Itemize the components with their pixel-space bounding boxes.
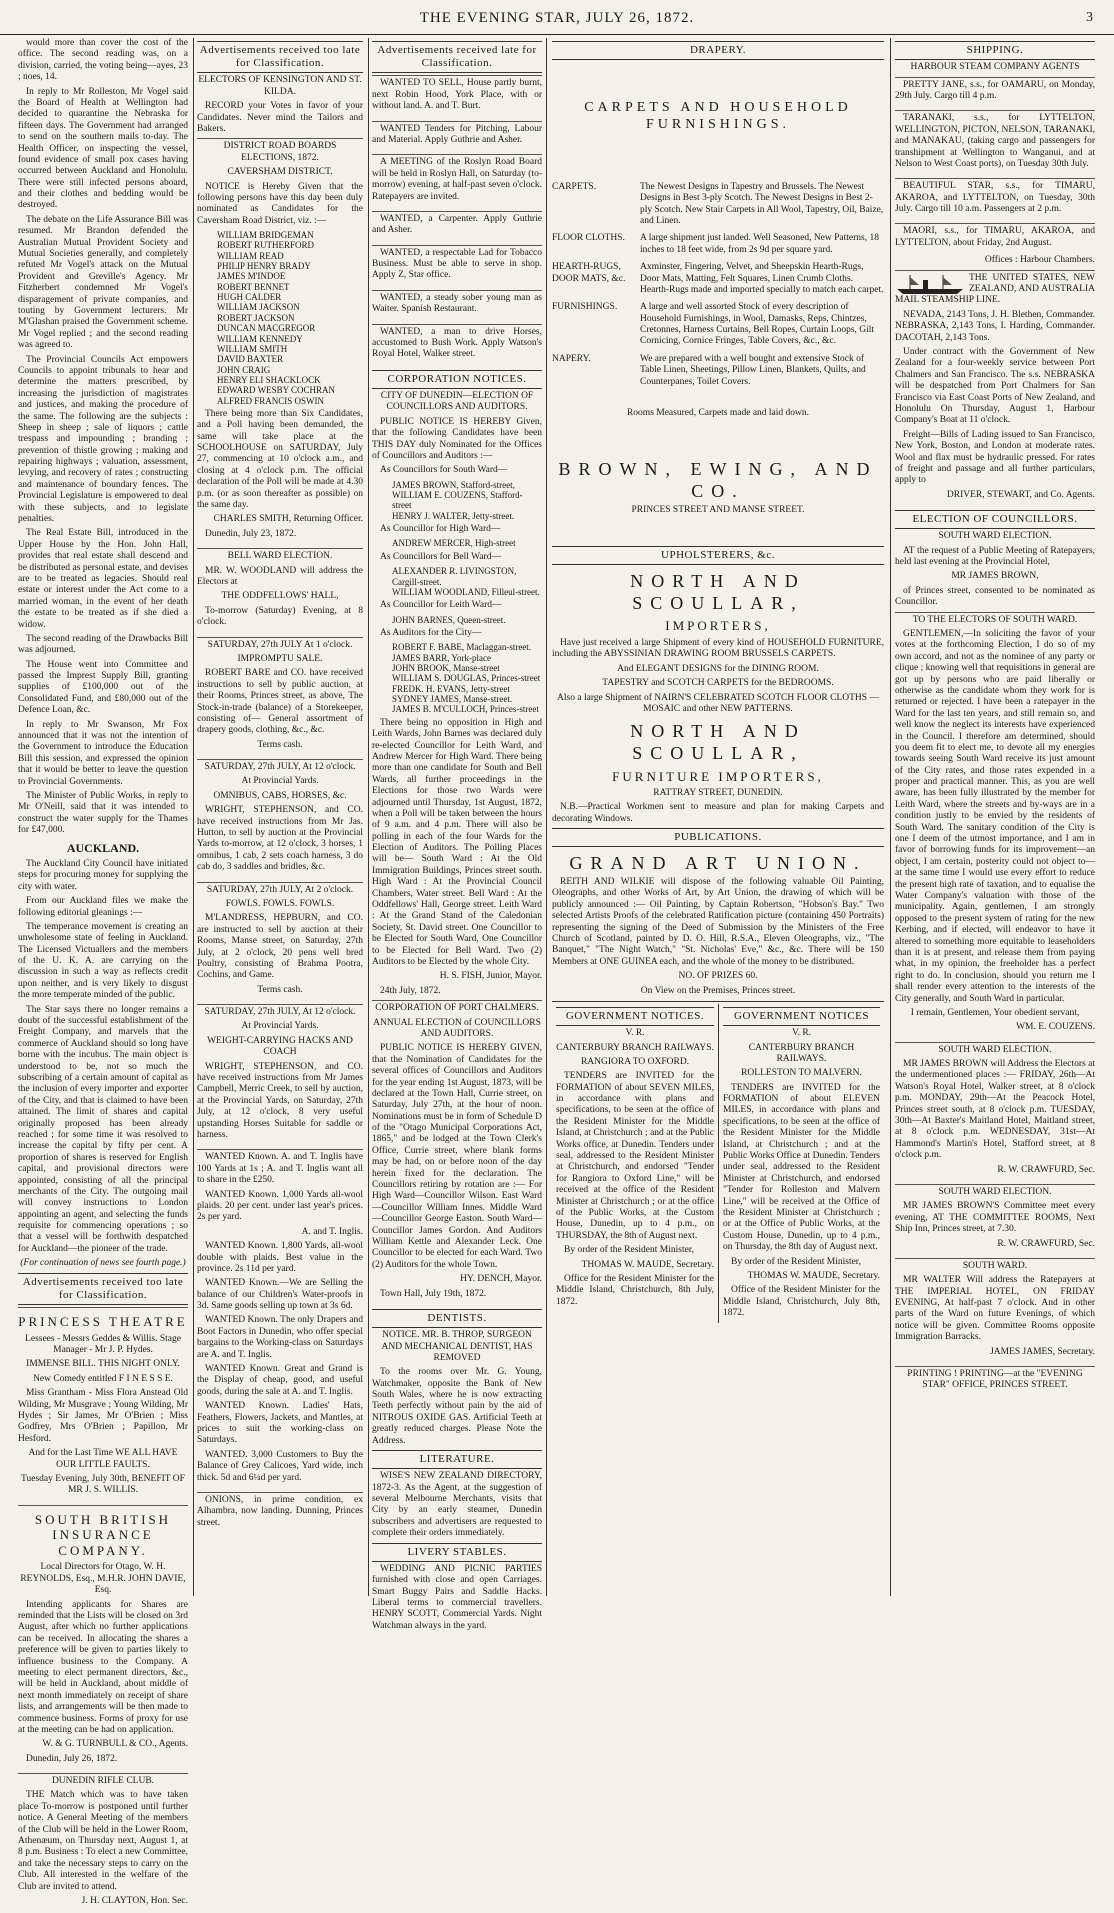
item-text: The Newest Designs in Tapestry and Brussels. The Newest Designs in Best 3-ply Scotch. The Newest Designs in Best 2-ply Scotch. New Stair Carpets in All Wool, Tapestry, Oil, Baize, and Linen. bbox=[640, 181, 884, 226]
list-item: JAMES M'INDOE bbox=[217, 271, 286, 282]
steamship-icon bbox=[895, 273, 965, 295]
ad-text: PUBLIC NOTICE IS HEREBY GIVEN, that the Nomination of Candidates for the several offices of Councillors and Auditors for the year ending 1st August, 1873, will be declared at the Town Hall, Currie street, on Saturday, July 27th, at the hour of noon. Nominations must be in form of Schedule D of the "Otago Municipal Corporations Act, 1865," and be lodged at the Town Clerk's Office, Currie street, where blank forms may be had, on or before noon of the day herein fixed for the declaration. The Councillors retiring by rotation are :— For High Ward—Councillor Wilson. East Ward—Councillor William Innes. Middle Ward—Councillor George Easton. South Ward—Councillor James Gordon. And Auditors William Kettle and Alexander Leck. One Councillor to be elected for each Ward. Two (2) Auditors for the whole Town. bbox=[372, 1043, 542, 1270]
candidate-list bbox=[392, 615, 542, 625]
ad-text: MR JAMES BROWN, bbox=[951, 571, 1039, 582]
shipping-notice bbox=[895, 178, 1095, 221]
ad-text: NO. OF PRIZES 60. bbox=[678, 971, 758, 982]
news-paragraph: In reply to Mr Swanson, Mr Fox announced that it was not the intention of the Government to introduce the Education Bill this session, and expressed the opinion that it would be better to leave the question to Provincial Governments. bbox=[18, 719, 188, 787]
ad-text: WANTED Known. 1,800 Yards, all-wool double with plaids. Best value in the province. 2s 11d per yard. bbox=[197, 1241, 363, 1274]
ad-signature: H. S. FISH, Junior, Mayor. bbox=[439, 971, 542, 982]
section-heading: LITERATURE. bbox=[372, 1450, 542, 1469]
ad-text: ONIONS, in prime condition, ex Alhambra, now landing. Dunning, Princes street. bbox=[197, 1494, 363, 1528]
news-paragraph: The Minister of Public Works, in reply to Mr O'Neill, said that it was intended to construct the water supply for the Thames for £47,000. bbox=[18, 791, 188, 836]
inglis-ads bbox=[197, 1149, 363, 1490]
ad-title: SATURDAY, 27th JULY, At 2 o'clock. bbox=[206, 884, 354, 895]
ad-title: RANGIORA TO OXFORD. bbox=[580, 1056, 690, 1067]
ad-signature: CHARLES SMITH, Returning Officer. bbox=[213, 514, 363, 525]
list-item: ROBERT F. BABE, Maclaggan-street. bbox=[392, 642, 532, 653]
classified-ad bbox=[372, 245, 542, 288]
ad-text: TENDERS are INVITED for the FORMATION of about SEVEN MILES, in accordance with plans and specifications, to be seen at the office of the Resident Minister for the Middle Island, at Christchurch ; and at the Public Works office, at Dunedin. Tenders under seal, addressed to the Resident Minister at Christchurch, and endorsed "Tender for Rangiora to Oxford Line," will be received at the office of the Resident Minister at Christchurch ; or at the office of the Public Works, at the Custom House, Dunedin, up to 4 p.m., on THURSDAY, the 8th of August next. bbox=[556, 1071, 714, 1241]
ad-signature: A. and T. Inglis. bbox=[301, 1226, 363, 1237]
column-rule bbox=[193, 38, 194, 1596]
ad-text: On View on the Premises, Princes street. bbox=[640, 985, 796, 996]
column-rule bbox=[890, 38, 891, 1596]
ad-date: Dunedin, July 23, 1872. bbox=[205, 528, 297, 539]
ad-text: WANTED Tenders for Pitching, Labour and Material. Apply Guthrie and Asher. bbox=[372, 123, 542, 145]
ad-text: TENDERS are INVITED for the FORMATION of about ELEVEN MILES, in accordance with plans and specifications, to be seen at the office of the Resident Minister for the Middle Island, at Christchurch ; and at the Public Works Office at Dunedin. Tenders under seal, addressed to the Resident Minister at Christchurch, and endorsed "Tender for Rolleston and Malvern Line," will be received at the Office of the Resident Minister at Christchurch ; or at the Office of Public Works, at the Custom House, Dunedin, up to 4 p.m., on Thursday, the 8th day of August next. bbox=[723, 1082, 880, 1253]
section-heading: DRAPERY. bbox=[552, 41, 884, 60]
ad-text: M'LANDRESS, HEPBURN, and CO. are instructed to sell by auction at their Rooms, Manse street, on Saturday, 27th July, at 2 o'clock, 20 pens well bred Poultry, consisting of Brahma Pootra, Cochins, and Game. bbox=[197, 913, 363, 981]
ad-text: WANTED Known. Great and Grand is the Display of cheap, good, and useful goods, during the sale at A. and T. Inglis. bbox=[197, 1364, 363, 1397]
ad-text: There being no opposition in High and Leith Wards, John Barnes was declared duly re-elected Councillor for Leith Ward, and Andrew Mercer for High Ward. There being more than one candidate for South and Bell Wards, all further proceedings in the Elections for those two Wards were adjourned until Thursday, 1st August, 1872, when a Poll will be taken between the hours of 9 a.m. and 4 p.m. There will also be polling in each of the four Wards for the Election of Auditors. The Polling Places will be— South Ward : At the Old Immigration Buildings, Princes street south. High Ward : At the Provincial Council Chambers, Water street. Bell Ward : At the Oddfellows' Hall, George street. Leith Ward : At the Grand Stand of the Caledonian Society, St. David street. One Councillor to be Elected for South Ward, One Councillor to be Elected for Bell Ward. Two (2) Auditors to be Elected by the whole City. bbox=[372, 717, 542, 967]
ad-text: Intending applicants for Shares are reminded that the Lists will be closed on 3rd August, after which no further applications can be received. In allocating the shares a preference will be given to parties likely to influence business to the Company. A meeting to elect permanent directors, &c., will be held in Auckland, about middle of next month immediately on receipt of share lists, and arrangements will be then made to commence business. Forms of proxy for use at the meeting can be had on application. bbox=[18, 1599, 188, 1735]
ad-text: THE ODDFELLOWS' HALL, bbox=[221, 591, 339, 602]
election-ad bbox=[895, 1042, 1095, 1182]
ad-title: ELECTORS OF KENSINGTON AND ST. KILDA. bbox=[198, 75, 362, 97]
ad-text: I remain, Gentlemen, Your obedient servant, bbox=[910, 1007, 1080, 1018]
section-heading: ELECTION OF COUNCILLORS. bbox=[895, 510, 1095, 529]
item-text: A large shipment just landed. Well Seasoned, New Patterns, 18 inches to 18 feet wide, from 2s 9d per square yard. bbox=[640, 233, 879, 255]
news-paragraph: The debate on the Life Assurance Bill was resumed. Mr Brandon defended the Australian Mutual Provident Society and Mutual Societies generally, and completely refuted Mr Vogel's attack on the Mutual Provident and Greville's Agency. Mr Fitzherbert condemned Mr Vogel's disparagement of private companies, and touting by Government lecturers. Mr M'Glashan praised the Government scheme. Mr Vogel replied ; and the second reading was agreed to. bbox=[18, 214, 188, 351]
news-paragraph: The House went into Committee and passed the Imprest Supply Bill, granting supplies of £100,000 out of the Consolidated Fund, and £80,000 out of the Defence Loan, &c. bbox=[18, 659, 188, 716]
drapery-item bbox=[552, 354, 884, 388]
auction-ad bbox=[197, 882, 363, 1003]
ad-signature: R. W. CRAWFURD, Sec. bbox=[997, 1164, 1095, 1175]
classified-ad bbox=[372, 211, 542, 243]
ad-text: Office for the Resident Minister for the Middle Island, Christchurch, 8th July, 1872. bbox=[556, 1273, 714, 1307]
list-item: FREDK. H. EVANS, Jetty-street bbox=[392, 683, 510, 694]
ad-signature: WM. E. COUZENS. bbox=[1016, 1022, 1095, 1033]
ad-title: DISTRICT ROAD BOARDS ELECTIONS, 1872. bbox=[223, 141, 337, 163]
section-heading: LIVERY STABLES. bbox=[372, 1543, 542, 1562]
section-heading: PUBLICATIONS. bbox=[552, 828, 884, 847]
ad-text: WANTED Known.—We are Selling the balance of our Children's Water-proofs in 3d. Same goods selling up town at 3s 6d. bbox=[197, 1278, 363, 1312]
news-paragraph: In reply to Mr Rolleston, Mr Vogel said the Board of Health at Wellington had decided to quarantine the Nebraska for fifteen days. The Government had arranged to send on the southern mails to-day. The Health Officer, on inspecting the vessel, found evidence of small pox cases having occurred between Auckland and Honolulu. There were still infected persons aboard, and their clothes and bedding would be destroyed. bbox=[18, 86, 188, 211]
auction-ad bbox=[197, 1004, 363, 1147]
section-heading: DENTISTS. bbox=[372, 1309, 542, 1328]
ad-text: Miss Grantham - Miss Flora Anstead Old Wilding, Mr Musgrave ; Young Wilding, Mr Hydes ; Sir James, Mr O'Brien ; Miss Godfrey, Mrs O'Brien ; Papillon, Mr Hesford. bbox=[18, 1388, 188, 1444]
ad-signature: W. & G. TURNBULL & CO., Agents. bbox=[42, 1739, 188, 1750]
ad-text: THE Match which was to have taken place To-morrow is postponed until further notice. A General Meeting of the members of the Club will be held in the Lower Room, Athenæum, on Thursday next, August 1, at 8 p.m. Business : To elect a new Committee, and take the necessary steps to carry on the Club. All interested in the welfare of the Club are invited to attend. bbox=[18, 1790, 188, 1892]
list-item: ROBERT BENNET bbox=[217, 281, 290, 292]
list-item: ROBERT JACKSON bbox=[217, 312, 295, 323]
column-3 bbox=[372, 38, 542, 1631]
section-heading: Advertisements received too late for Classification. bbox=[18, 1273, 188, 1305]
rifle-club-ad bbox=[18, 1773, 188, 1913]
ad-title: NOTICE. MR. B. THROP, SURGEON AND MECHANICAL DENTIST, HAS REMOVED bbox=[381, 1330, 533, 1363]
ad-signature: R. W. CRAWFURD, Sec. bbox=[997, 1238, 1095, 1249]
ad-text: MAORI, s.s., for TIMARU, AKAROA, and LYTTELTON, about Friday, 2nd August. bbox=[895, 226, 1095, 248]
ad-text: As Councillors for Bell Ward— bbox=[380, 551, 501, 562]
column-rule bbox=[546, 38, 547, 1596]
ad-text: IMMENSE BILL. THIS NIGHT ONLY. bbox=[26, 1359, 180, 1370]
ad-text: Also a large Shipment of NAIRN'S CELEBRATED SCOTCH FLOOR CLOTHS — MOSAIC and other NEW PATTERNS. bbox=[557, 692, 879, 714]
ad-text: WEDDING AND PICNIC PARTIES furnished with close and open Carriages. Smart Buggy Pairs and Saddle Hacks. Liberal terms to commercial travellers. HENRY SCOTT, Commercial Yards. Night Watchman always in the yard. bbox=[372, 1563, 542, 1631]
ad-text: WANTED Known. The only Drapers and Boot Factors in Dunedin, who offer special bargains to the Working-class on Saturdays are A. and T. Inglis. bbox=[197, 1315, 363, 1360]
ad-title: OMNIBUS, CABS, HORSES, &c. bbox=[213, 790, 347, 801]
ad-text: Tuesday Evening, July 30th, BENEFIT OF MR J. S. WILLIS. bbox=[21, 1473, 185, 1496]
ad-title: BELL WARD ELECTION. bbox=[227, 551, 333, 562]
north-scoullar-title: NORTH AND SCOULLAR, bbox=[630, 571, 806, 613]
list-item: WILLIAM SMITH bbox=[217, 343, 288, 354]
ad-text: And ELEGANT DESIGNS for the DINING ROOM. bbox=[617, 663, 819, 674]
list-item: ALEXANDER R. LIVINGSTON, Cargill-street. bbox=[392, 566, 517, 587]
news-paragraph: The second reading of the Drawbacks Bill was adjourned. bbox=[18, 633, 188, 656]
ad-text: WANTED Known. 1,000 Yards all-wool plaids. 20 per cent. under last year's prices. 2s per yard. bbox=[197, 1189, 363, 1223]
list-item: SYDNEY JAMES, Manse-street. bbox=[392, 694, 513, 705]
ad-text: To the rooms over Mr. G. Young, Watchmaker, opposite the Bank of New South Wales, where he is now extracting Teeth perfectly without pain by the aid of NITROUS OXIDE GAS. Artificial Teeth at greatly reduced charges. Please Note the Address. bbox=[372, 1367, 542, 1446]
column-2 bbox=[197, 38, 363, 1596]
ad-title: ANNUAL ELECTION of COUNCILLORS AND AUDITORS. bbox=[373, 1017, 541, 1039]
ad-title: SATURDAY, 27th JULY, At 12 o'clock. bbox=[204, 762, 356, 773]
printing-ad bbox=[895, 1366, 1095, 1398]
ad-signature: THOMAS W. MAUDE, Secretary. bbox=[581, 1259, 714, 1270]
section-heading: GOVERNMENT NOTICES bbox=[723, 1007, 880, 1026]
brown-ewing-title: BROWN, EWING, AND CO. bbox=[558, 459, 878, 502]
item-text: We are prepared with a well bought and extensive Stock of Table Linen, Sheetings, Pillow Linen, Blankets, Quilts, and Counterpanes, Toilet Covers. bbox=[640, 353, 866, 387]
onions-ad bbox=[197, 1492, 363, 1535]
ad-title: FOWLS. FOWLS. FOWLS. bbox=[225, 898, 335, 909]
ad-text: TARANAKI, s.s., for LYTTELTON, WELLINGTON, PICTON, NELSON, TARANAKI, and MANAKAU, (taking cargo and passengers for transhipment at Wellington to Wanganui, and at Nelson to West Coast ports), on Tuesday 30th July. bbox=[895, 113, 1095, 169]
news-paragraph: The temperance movement is creating an unwholesome state of feeling in Auckland. The Licensed Victuallers and the members of the U. K. A. are carrying on the discussion in such a way as reflects credit upon neither, and is very likely to disgust the more temperate minded of the public. bbox=[18, 921, 188, 1001]
list-item: WILLIAM S. DOUGLAS, Princes-street bbox=[392, 673, 541, 684]
ad-title: CITY OF DUNEDIN—ELECTION OF COUNCILLORS AND AUDITORS. bbox=[380, 390, 534, 413]
ad-text: PRETTY JANE, s.s., for OAMARU, on Monday, 29th July. Cargo till 4 p.m. bbox=[895, 79, 1095, 101]
shipping-column bbox=[895, 38, 1095, 1596]
ad-title: DUNEDIN RIFLE CLUB. bbox=[51, 1776, 155, 1787]
ad-text: RATTRAY STREET, DUNEDIN. bbox=[653, 788, 783, 799]
ad-text: NOTICE is Hereby Given that the following persons have this day been duly nominated as Candidates for the Caversham Road District, viz. :— bbox=[197, 181, 363, 226]
ad-title: SOUTH BRITISH INSURANCE COMPANY. bbox=[34, 1511, 172, 1558]
ad-signature: THOMAS W. MAUDE, Secretary. bbox=[747, 1270, 880, 1281]
ad-title: ROLLESTON TO MALVERN. bbox=[741, 1068, 862, 1079]
election-ad bbox=[895, 1258, 1095, 1364]
section-heading: Advertisements received too late for Classification. bbox=[197, 41, 363, 73]
news-paragraph: The Auckland City Council have initiated steps for procuring money for supplying the city with water. bbox=[18, 858, 188, 892]
ad-text: Office of the Resident Minister for the Middle Island, Christchurch, July 8th, 1872. bbox=[723, 1285, 880, 1319]
ad-date: 24th July, 1872. bbox=[380, 985, 441, 996]
ad-text: V. R. bbox=[625, 1028, 645, 1039]
ad-text: And for the Last Time WE ALL HAVE OUR LITTLE FAULTS. bbox=[28, 1448, 178, 1470]
ad-text: WANTED, a steady sober young man as Waiter. Spanish Restaurant. bbox=[372, 292, 542, 315]
ad-text: MR JAMES BROWN'S Committee meet every evening, AT THE COMMITTEE ROOMS, Next Ship Inn, Princes street, at 7.30. bbox=[895, 1201, 1095, 1235]
letter-ad bbox=[895, 612, 1095, 1040]
ad-title: SOUTH WARD ELECTION. bbox=[938, 1186, 1052, 1197]
list-item: HENRY J. WALTER, Jetty-street. bbox=[392, 510, 515, 521]
ad-title: SATURDAY, 27th JULY, At 12 o'clock. bbox=[204, 1007, 356, 1018]
section-heading: UPHOLSTERERS, &c. bbox=[552, 546, 884, 565]
ad-title: SOUTH WARD ELECTION. bbox=[938, 531, 1052, 542]
list-item: DUNCAN MACGREGOR bbox=[217, 323, 316, 334]
ad-text: To-morrow (Saturday) Evening, at 8 o'clock. bbox=[197, 605, 363, 628]
ad-text: As Councillor for High Ward— bbox=[380, 524, 501, 535]
insurance-ad bbox=[18, 1505, 188, 1771]
drapery-note: Rooms Measured, Carpets made and laid down. bbox=[626, 408, 810, 419]
list-item: ANDREW MERCER, High-street bbox=[392, 538, 516, 549]
list-item: HENRY ELI SHACKLOCK bbox=[217, 374, 321, 385]
ad-text: Local Directors for Otago, W. H. REYNOLDS, Esq., M.H.R. JOHN DAVIE, Esq. bbox=[20, 1562, 186, 1596]
classified-ad bbox=[372, 75, 542, 118]
road-board-ad bbox=[197, 138, 363, 546]
ad-text: WANTED Known. A. and T. Inglis have 100 Yards at 1s ; A. and T. Inglis want all to share in the £250. bbox=[197, 1152, 363, 1186]
ad-text: A MEETING of the Roslyn Road Board will be held in Roslyn Hall, on Saturday (to-morrow) evening, at half-past seven o'clock. Ratepayers are invited. bbox=[372, 157, 542, 202]
ad-text: WANTED. 3,000 Customers to Buy the Balance of Grey Calicoes, Yard wide, inch thick. 5d and 6¼d per yard. bbox=[197, 1449, 363, 1483]
list-item: WILLIAM WOODLAND, Filleul-street. bbox=[392, 586, 540, 597]
ad-text: WANTED, a man to drive Horses, accustomed to Bush Work. Apply Watson's Royal Hotel, Walker street. bbox=[372, 326, 542, 360]
ad-title: CORPORATION OF PORT CHALMERS. bbox=[375, 1003, 539, 1014]
drapery-title: CARPETS AND HOUSEHOLD FURNISHINGS. bbox=[584, 100, 852, 132]
ad-title: PRINCESS THEATRE bbox=[18, 1314, 188, 1329]
list-item: JAMES B. M'CULLOCH, Princes-street bbox=[392, 704, 539, 715]
ad-text: At Provincial Yards. bbox=[241, 776, 319, 787]
ad-signature: DRIVER, STEWART, and Co. Agents. bbox=[946, 489, 1095, 500]
ad-title: SOUTH WARD ELECTION. bbox=[938, 1044, 1052, 1055]
list-item: WILLIAM JACKSON bbox=[217, 302, 300, 313]
ad-text: RECORD your Votes in favor of your Candidates. Never mind the Tailors and Bakers. bbox=[197, 101, 363, 134]
continuation-note: (For continuation of news see fourth page.) bbox=[20, 1258, 186, 1269]
masthead-title: THE EVENING STAR, JULY 26, 1872. bbox=[419, 10, 695, 26]
ad-title: CAVERSHAM DISTRICT. bbox=[227, 167, 333, 178]
list-item: EDWARD WESBY COCHRAN bbox=[217, 385, 336, 396]
ad-text: MR. W. WOODLAND will address the Electors at bbox=[197, 565, 363, 587]
ad-title: HARBOUR STEAM COMPANY AGENTS bbox=[910, 62, 1080, 73]
ad-text: WANTED Known. Ladies' Hats, Feathers, Flowers, Jackets, and Mantles, at prices to suit the working-class on Saturdays. bbox=[197, 1401, 363, 1446]
list-item: WILLIAM BRIDGEMAN bbox=[217, 230, 314, 241]
theatre-ad bbox=[18, 1307, 188, 1503]
ad-text: of Princes street, consented to be nominated as Councillor. bbox=[895, 585, 1095, 608]
column-1 bbox=[18, 38, 188, 1906]
candidate-list bbox=[392, 642, 542, 714]
ad-text: PUBLIC NOTICE IS HEREBY Given, that the following Candidates have been THIS DAY duly Nominated for the Offices of Councillors and Auditors :— bbox=[372, 416, 542, 461]
news-paragraph: The Star says there no longer remains a doubt of the successful establishment of the Freight Company, and marvels that the commerce of Auckland should so long have borne with the incubus. The main object is understood to be, not so much the subscribing of a certain amount of capital as the inclusion of every importer and exporter of the City, and that is claimed to have been attained. The limit of shares and capital originally proposed has been already reached ; for some time it was resolved to increase the capital by fifty per cent. A proportion of shares is reserved for English capital, and provisional directors were appointed, consisting of all the principal merchants of the City. The outgoing mail will convey instructions to London appointing an agent, and selecting the funds requisite for commencing operations ; so that a vessel will be forthwith despatched for Auckland—the pioneer of the trade. bbox=[18, 1004, 188, 1254]
ad-text: BEAUTIFUL STAR, s.s., for TIMARU, AKAROA, and LYTTELTON, on Tuesday, 30th July. Cargo till 10 a.m. Passengers at 2 p.m. bbox=[895, 181, 1095, 215]
ad-title: CANTERBURY BRANCH RAILWAYS. bbox=[748, 1042, 855, 1064]
ad-text: AT the request of a Public Meeting of Ratepayers, held last evening at the Provincial Hotel, bbox=[895, 545, 1095, 568]
item-text: A large and well assorted Stock of every description of Household Furnishings, in Wool, Damasks, Reps, Chintzes, Cretonnes, Harness Curtains, Bell Ropes, Curtain Loops, Gilt Cornicing, Cornice Fringes, Table Covers, &c., &c. bbox=[640, 302, 875, 347]
ad-signature: HY. DENCH, Mayor. bbox=[460, 1274, 542, 1285]
list-item: JOHN BROOK, Manse-street bbox=[392, 663, 500, 674]
ad-title: SOUTH WARD. bbox=[962, 1260, 1028, 1271]
masthead bbox=[0, 10, 1114, 35]
ad-text: By order of the Resident Minister, bbox=[731, 1256, 861, 1267]
list-item: DAVID BAXTER bbox=[217, 354, 284, 365]
brown-ewing-address: PRINCES STREET AND MANSE STREET. bbox=[631, 504, 805, 515]
ad-text: TAPESTRY and SCOTCH CARPETS for the BEDROOMS. bbox=[602, 678, 834, 689]
drapery-item bbox=[552, 302, 884, 348]
ad-title: SATURDAY, 27th JULY At 1 o'clock. bbox=[207, 639, 353, 650]
gov-notice-left bbox=[552, 1004, 718, 1323]
ad-text: Terms cash. bbox=[257, 739, 303, 750]
ad-title: WEIGHT-CARRYING HACKS AND COACH bbox=[207, 1035, 353, 1058]
shipping-notice bbox=[895, 77, 1095, 109]
page-number: 3 bbox=[1086, 10, 1094, 25]
port-chalmers-ad bbox=[372, 1000, 542, 1306]
list-item: JOHN CRAIG bbox=[217, 364, 271, 375]
news-paragraph: From our Auckland files we make the following editorial gleanings :— bbox=[18, 896, 188, 918]
ad-title: CANTERBURY BRANCH RAILWAYS. bbox=[556, 1042, 714, 1053]
section-heading: SHIPPING. bbox=[895, 41, 1095, 60]
drapery-item bbox=[552, 233, 884, 256]
candidate-list bbox=[217, 230, 363, 406]
ad-text: MR WALTER Will address the Ratepayers at THE IMPERIAL HOTEL, ON FRIDAY EVENING, At half-past 7 o'clock. And in other parts of the Ward on future Evenings, of which notice will be given. Committee Rooms opposite Immigration Barracks. bbox=[895, 1275, 1095, 1343]
classified-ad bbox=[372, 154, 542, 209]
ad-signature: JAMES JAMES, Secretary. bbox=[990, 1346, 1095, 1357]
ad-signature: J. H. CLAYTON, Hon. Sec. bbox=[81, 1896, 188, 1906]
list-item: WILLIAM E. COUZENS, Stafford-street bbox=[392, 490, 523, 511]
ad-text: Under contract with the Government of New Zealand for a four-weekly service between Port Chalmers and San Francisco. The s.s. NEBRASKA will be despatched from Port Chalmers for San Francisco via East Coast Ports of New Zealand, and Honolulu On Thursday, August 1, Harbour Company's Boat at 11 o'clock. bbox=[895, 347, 1095, 426]
candidate-list bbox=[392, 566, 542, 597]
ad-text: REITH AND WILKIE will dispose of the following valuable Oil Painting, Oleographs, and other Works of Art, by Art Union, the drawing of which will be publicly announced :— Oil Painting, by Captain Robertson, "Hobson's Bay." Two selected Artists Proofs of the celebrated Ratification picture (containing 450 Portraits) representing the signing of the Deed of Submission by the Ministers of the Free Church of Scotland, painted by D. O. Hill, R.S.A., Eleven Oleographs, viz., "The Banquet," "The Night Watch," "St. Nicholas' Eve," &c., &c. There will be 150 Members at ONE GUINEA each, and the whole of the money to be distributed. bbox=[552, 877, 884, 967]
news-paragraph: The Provincial Councils Act empowers Councils to appoint tribunals to hear and determine the matters prescribed, by increasing the jurisdiction of magistrates and justices, and making the procedure of the same. The following are the subjects : Sheep in sheep ; sale of liquors ; cattle trespass and impounding ; branding ; prevention of thistle growing ; making and repairing highways ; valuation, assessment, levying, and recovery of rates ; constructing and maintenance of boundary fences. The Provincial Legislature is empowered to deal with these subjects, and to legislate penalties. bbox=[18, 354, 188, 525]
list-item: JOHN BARNES, Queen-street. bbox=[392, 614, 506, 625]
list-item: ALFRED FRANCIS OSWIN bbox=[217, 395, 325, 406]
north-scoullar-title: NORTH AND SCOULLAR, bbox=[630, 721, 806, 763]
mail-line-ad bbox=[895, 270, 1095, 507]
item-label: NAPERY. bbox=[552, 353, 591, 364]
ad-text: As Councillors for South Ward— bbox=[380, 465, 508, 476]
ad-text: At Provincial Yards. bbox=[241, 1021, 319, 1032]
shipping-notice bbox=[895, 223, 1095, 255]
list-item: WILLIAM READ bbox=[217, 250, 284, 261]
ad-text: WANTED TO SELL, House partly burnt, next Robin Hood, York Place, with or without land. A. and T. Burt. bbox=[372, 78, 542, 112]
ad-text: MR JAMES BROWN will Address the Electors at the undermentioned places :— FRIDAY, 26th—At Watson's Royal Hotel, Walker street, at 8 o'clock p.m. MONDAY, 29th—At the Peacock Hotel, Princes street south, at 8 o'clock p.m. TUESDAY, 30th—At Baxter's Maitland Hotel, Maitland street, at 8 o'clock p.m. WEDNESDAY, 31st—At Hammond's Martin's Hotel, Stafford street, at 8 o'clock p.m. bbox=[895, 1059, 1095, 1161]
ad-text: Offices : Harbour Chambers. bbox=[984, 255, 1095, 266]
list-item: HUGH CALDER bbox=[217, 292, 282, 303]
government-notices bbox=[552, 1001, 884, 1323]
ad-text: NEVADA, 2143 Tons, J. H. Blethen, Commander. NEBRASKA, 2,143 Tons, I. Harding, Commander. DACOTAH, 2,143 Tons. bbox=[895, 309, 1095, 343]
ad-text: As Councillor for Leith Ward— bbox=[380, 600, 502, 611]
candidate-list bbox=[392, 538, 542, 548]
item-label: FURNISHINGS. bbox=[552, 302, 618, 313]
election-ad bbox=[895, 1184, 1095, 1256]
section-heading: AUCKLAND. bbox=[66, 840, 140, 855]
ad-text: WRIGHT, STEPHENSON, and CO. have received instructions from Mr James Campbell, Merric Creek, to sell by auction, at the Provincial Yards, on Saturday, 27th July, at 12 o'clock, 8 very useful upstanding Horses Suitable for saddle or harness. bbox=[197, 1061, 363, 1140]
section-heading: GOVERNMENT NOTICES. bbox=[556, 1007, 714, 1026]
news-paragraph: would more than cover the cost of the office. The second reading was, on a division, carried, the voting being—ayes, 23 ; noes, 14. bbox=[18, 38, 188, 83]
list-item: JAMES BARR, York-place bbox=[392, 652, 492, 663]
section-heading: Advertisements received late for Classification. bbox=[372, 41, 542, 73]
art-union-title: GRAND ART UNION. bbox=[569, 853, 867, 874]
gov-notice-right bbox=[718, 1004, 884, 1323]
ad-date: Dunedin, July 26, 1872. bbox=[26, 1753, 118, 1764]
auction-ad bbox=[197, 759, 363, 880]
item-label: FLOOR CLOTHS. bbox=[552, 233, 625, 244]
ad-title: IMPROMPTU SALE. bbox=[237, 653, 323, 664]
candidate-list bbox=[392, 480, 542, 521]
ad-title: THE UNITED STATES, NEW ZEALAND, AND AUSTRALIA MAIL STEAMSHIP LINE. bbox=[895, 272, 1095, 306]
classified-ad bbox=[372, 121, 542, 153]
drapery-item bbox=[552, 182, 884, 228]
ad-text: V. R. bbox=[791, 1028, 812, 1039]
classified-ad bbox=[372, 324, 542, 367]
ad-text: New Comedy entitled F I N E S S E. bbox=[33, 1373, 173, 1384]
column-rule bbox=[368, 38, 369, 1596]
drapery-column bbox=[552, 38, 884, 1596]
ad-date: Town Hall, July 19th, 1872. bbox=[380, 1288, 487, 1299]
ad-text: PRINTING ! PRINTING—at the "EVENING STAR" OFFICE, PRINCES STREET. bbox=[907, 1369, 1083, 1391]
ad-text: By order of the Resident Minister, bbox=[564, 1245, 694, 1256]
list-item: ROBERT RUTHERFORD bbox=[217, 240, 315, 251]
ad-title: TO THE ELECTORS OF SOUTH WARD. bbox=[912, 614, 1078, 625]
ad-text: There being more than Six Candidates, and a Poll having been demanded, the same will take place at the SCHOOLHOUSE on SATURDAY, July 27, commencing at 10 o'clock a.m., and closing at 4 o'clock p.m. The official declaration of the Poll will be made at 4.30 p.m. (or as soon thereafter as possible) on the same day. bbox=[197, 408, 363, 511]
shipping-notice bbox=[895, 110, 1095, 176]
north-scoullar-sub: FURNITURE IMPORTERS, bbox=[612, 768, 824, 784]
classified-ad bbox=[372, 290, 542, 322]
ad-text: WANTED, a Carpenter. Apply Guthrie and Asher. bbox=[372, 213, 542, 236]
ad-text: Lessees - Messrs Geddes & Willis. Stage Manager - Mr J. P. Hydes. bbox=[25, 1333, 181, 1355]
ad-text: Freight—Bills of Lading issued to San Francisco, New York, Boston, and London at moderate rates. Wool and flax must be hydraulic pressed. For rates of freight and passage and all further particulars, apply to bbox=[895, 429, 1095, 486]
ad-text: WRIGHT, STEPHENSON, and CO. have received instructions from Mr Jas. Hutton, to sell by auction at the Provincial Yards to-morrow, at 12 o'clock, 3 horses, 1 omnibus, 1 cab, 2 sets coach harness, 3 do cab do, 3 saddles and bridles, &c. bbox=[197, 805, 363, 873]
item-label: HEARTH-RUGS, DOOR MATS, &c. bbox=[552, 262, 626, 284]
item-label: CARPETS. bbox=[552, 181, 597, 192]
item-text: Axminster, Fingering, Velvet, and Sheepskin Hearth-Rugs, Door Mats, Matting, Felt Squares, Linen Crumb Cloths. Hearth-Rugs made and imported specially to match each carpet. bbox=[640, 262, 884, 295]
ad-text: WISE'S NEW ZEALAND DIRECTORY, 1872-3. As the Agent, at the suggestion of several Melbourne Merchants, visits that City by an early steamer, Dunedin subscribers and advertisers are requested to complete their orders immediately. bbox=[372, 1471, 542, 1539]
ad-text: ROBERT BARE and CO. have received instructions to sell by public auction, at their Rooms, Princes street, as above, The Stock-in-trade (balance) of a Storekeeper, consisting of— General assortment of drapery goods, clothing, &c., &c. bbox=[197, 668, 363, 736]
ad-text: Terms cash. bbox=[257, 984, 303, 995]
ad-text: GENTLEMEN,—In soliciting the favor of your votes at the forthcoming Election, I do so of my own accord, and not as the nominee of any party or clique ; knowing well that requisitions in general are got up by persons who are paid liberally or otherwise as the candidate whom they work for is returned or rejected. I have been a ratepayer in the Ward for the last ten years, and still remain so, and well know the neglect its interests have experienced in the Council. I therefore am determined, should you deem fit to elect me, to devote all my energies towards seeing South Ward receive its just amount of the City rates, and those rates expended in a proper and practical manner. This, as you are well aware, has been fully illustrated by the member for Leith Ward, where the streets and by-ways are in a condition justly to be envied by the residents of South Ward. The sanitary condition of the City is one I deem of the utmost importance, and I am in favor of borrowing funds for its improvement—an object, I am certain, posterity could not object to—at the same time I would use every effort to reduce the present high rate of taxation, and to equalise the Water Company's valuation with those of the municipality. Again, gentlemen, I am strongly opposed to the present system of rating for the new Kerbing, and if elected, will endeavor to have it altered to something more equitable to leaseholders than it is at present, and release them from paying what, in my opinion, the freeholder has a perfect right to do. In conclusion, should you return me I shall render every attention to the interests of the City generally, and South Ward in particular. bbox=[895, 629, 1095, 1004]
north-scoullar-sub: IMPORTERS, bbox=[665, 618, 771, 634]
ad-text: Have just received a large Shipment of every kind of HOUSEHOLD FURNITURE, including the ABYSSINIAN DRAWING ROOM BRUSSELS CARPETS. bbox=[552, 637, 884, 660]
bell-ward-ad bbox=[197, 548, 363, 634]
ad-text: As Auditors for the City— bbox=[380, 627, 482, 638]
list-item: WILLIAM KENNEDY bbox=[217, 333, 303, 344]
section-heading: CORPORATION NOTICES. bbox=[372, 370, 542, 389]
list-item: JAMES BROWN, Stafford-street, bbox=[392, 479, 515, 490]
news-paragraph: The Real Estate Bill, introduced in the Upper House by the Hon. John Hall, provides that real estate shall descend and be distributed as personal estate, and devises are to be treated as legacies. Should real estate or interest under the Act come to a married woman, in the event of her death the estate to be treated as if she died a widow. bbox=[18, 528, 188, 630]
drapery-item bbox=[552, 262, 884, 296]
auction-ad bbox=[197, 637, 363, 758]
ad-text: WANTED, a respectable Lad for Tobacco Business. Must be able to serve in shop. Apply Z, Star office. bbox=[372, 247, 542, 281]
ad-text: N.B.—Practical Workmen sent to measure and plan for making Carpets and decorating Windows. bbox=[552, 802, 884, 824]
list-item: PHILIP HENRY BRADY bbox=[217, 261, 311, 272]
